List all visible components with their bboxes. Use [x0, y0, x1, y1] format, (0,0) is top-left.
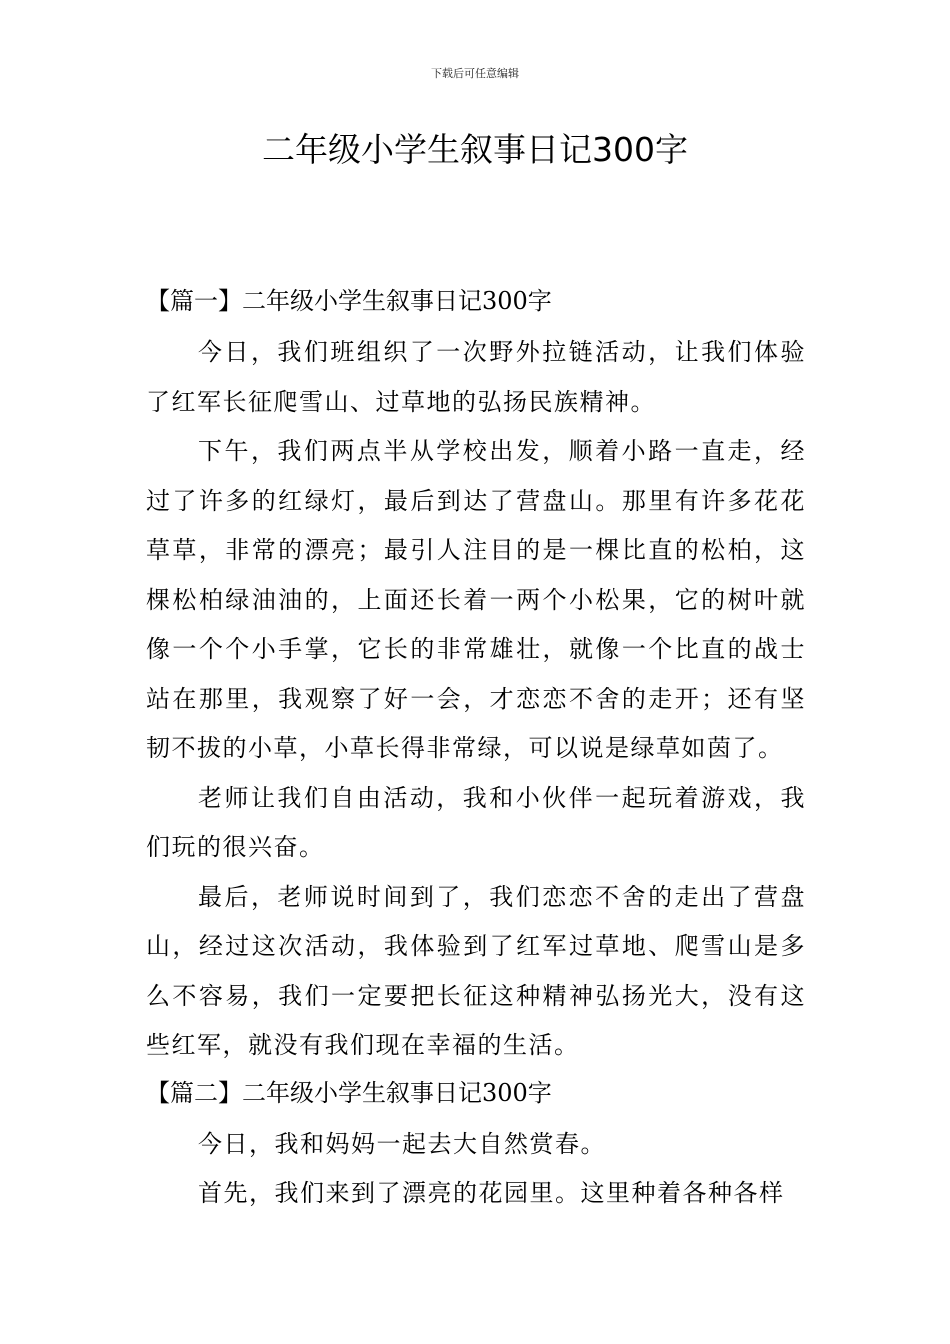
section-heading-2: 【篇二】二年级小学生叙事日记300字 — [146, 1078, 552, 1107]
paragraph: 老师让我们自由活动，我和小伙伴一起玩着游戏，我们玩的很兴奋。 — [146, 783, 806, 861]
paragraph: 今日，我和妈妈一起去大自然赏春。 — [198, 1129, 606, 1158]
document-body — [146, 279, 806, 1219]
paragraph: 下午，我们两点半从学校出发，顺着小路一直走，经过了许多的红绿灯，最后到达了营盘山。那里有许多花花草草，非常的漂亮；最引人注目的是一棵比直的松柏，这棵松柏绿油油的，上面还长着一两个小松果，它的树叶就像一个个小手掌，它长的非常雄壮，就像一个比直的战士站在那里，我观察了好一会，才恋恋不舍的走开；还有坚韧不拔的小草，小草长得非常绿，可以说是绿草如茵了。 — [146, 437, 806, 762]
section-heading-1: 【篇一】二年级小学生叙事日记300字 — [146, 287, 552, 315]
paragraph: 今日，我们班组织了一次野外拉链活动，让我们体验了红军长征爬雪山、过草地的弘扬民族精神。 — [146, 338, 806, 416]
header-note: 下载后可任意编辑 — [431, 67, 519, 80]
document-title: 二年级小学生叙事日记300字 — [262, 130, 688, 169]
paragraph: 最后，老师说时间到了，我们恋恋不舍的走出了营盘山，经过这次活动，我体验到了红军过草地、爬雪山是多么不容易，我们一定要把长征这种精神弘扬光大，没有这些红军，就没有我们现在幸福的生活。 — [146, 882, 806, 1059]
paragraph: 首先，我们来到了漂亮的花园里。这里种着各种各样 — [198, 1179, 785, 1207]
